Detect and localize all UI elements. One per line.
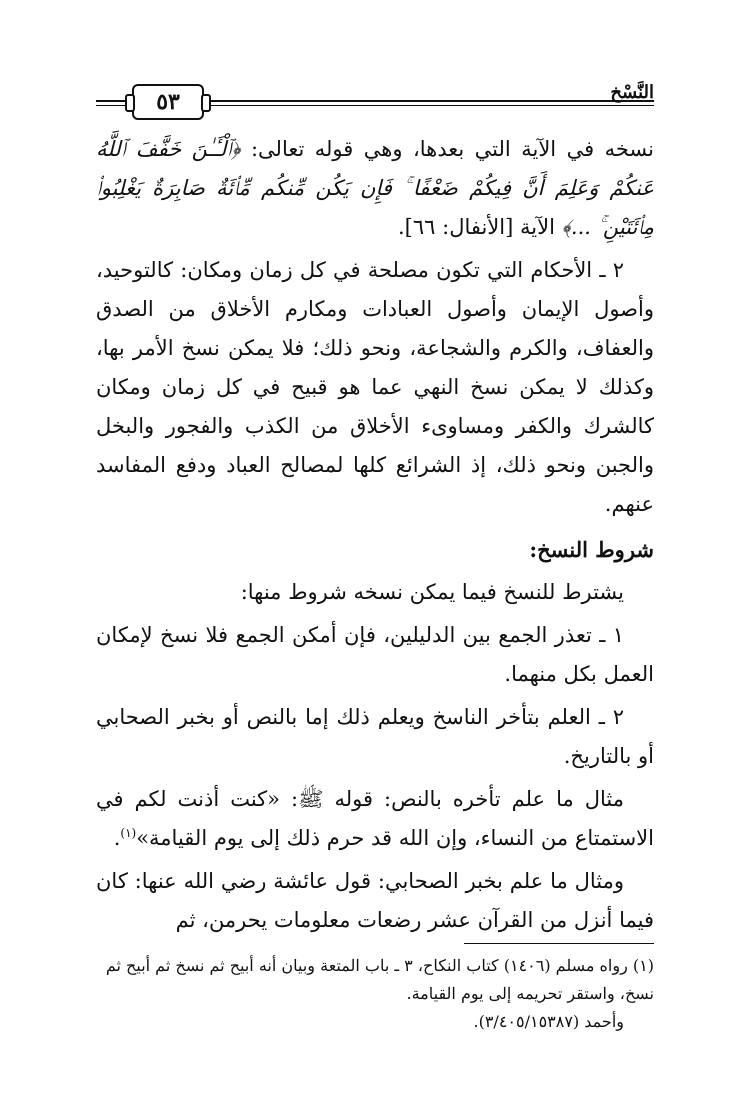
footnote-1: (١) رواه مسلم (١٤٠٦) كتاب النكاح، ٣ ـ باب المتعة وبيان أنه أبيح ثم نسخ ثم أبيح ثم نسخ، واستقر تحريمه إلى يوم القيامة. [105,956,654,1003]
paragraph-3: يشترط للنسخ فيما يمكن نسخه شروط منها: [240,580,624,604]
footnote-1-continued: وأحمد (٣/٤٠٥/١٥٣٨٧). [473,1012,624,1031]
section-heading: شروط النسخ: [529,537,654,562]
quran-verse: ﴿ٱلْـَٔـٰنَ خَفَّفَ ٱللَّهُ عَنكُمْ وَعَلِمَ أَنَّ فِيكُمْ ضَعْفًا ۚ فَإِن يَكُن مِّنكُم مِّا۟ئَةٌ صَابِرَةٌ يَغْلِبُوا۟ مِا۟ئَتَيْنِ ۚ ...﴾ [96,137,654,239]
footnote-ref-1: (١) [120,826,137,840]
paragraph-7: ومثال ما علم بخبر الصحابي: قول عائشة رضي الله عنها: كان فيما أنزل من القرآن عشر رضعات معلومات يحرمن، ثم [96,869,654,932]
paragraph-6-end: . [113,826,121,850]
running-title: النَّسْخ [610,82,654,103]
paragraph-1-start: نسخه في الآية التي بعدها، وهي قوله تعالى: [240,137,654,161]
paragraph-6-text: مثال ما علم تأخره بالنص: قوله ﷺ: «كنت أذنت لكم في الاستمتاع من النساء، وإن الله قد حرم ذلك إلى يوم القيامة» [96,787,654,850]
paragraph-5: ٢ ـ العلم بتأخر الناسخ ويعلم ذلك إما بالنص أو بخبر الصحابي أو بالتاريخ. [96,705,654,768]
main-text [96,130,654,944]
paragraph-1-end: الآية [الأنفال: ٦٦]. [398,215,562,239]
page-number: ٥٣ [156,89,180,115]
header-rule-right [208,100,654,106]
footnote-divider [464,943,654,944]
paragraph-1 [96,130,654,247]
paragraph-6 [96,780,654,858]
paragraph-2: ٢ ـ الأحكام التي تكون مصلحة في كل زمان ومكان: كالتوحيد، وأصول الإيمان وأصول العبادات ومكارم الأخلاق من الصدق والعفاف، والكرم والشجاعة، ونحو ذلك؛ فلا يمكن نسخ الأمر بها، وكذلك لا يمكن نسخ النهي عما هو قبيح في كل زمان ومكان كالشرك والكفر ومساوىء الأخلاق من الكذب والفجور والبخل والجبن ونحو ذلك، إذ الشرائع كلها لمصالح العباد ودفع المفاسد عنهم. [96,258,654,516]
page-header [96,78,654,118]
page-number-box [132,84,204,120]
footnotes [96,952,654,1036]
header-rule-left [96,100,126,106]
paragraph-4: ١ ـ تعذر الجمع بين الدليلين، فإن أمكن الجمع فلا نسخ لإمكان العمل بكل منهما. [96,623,654,686]
